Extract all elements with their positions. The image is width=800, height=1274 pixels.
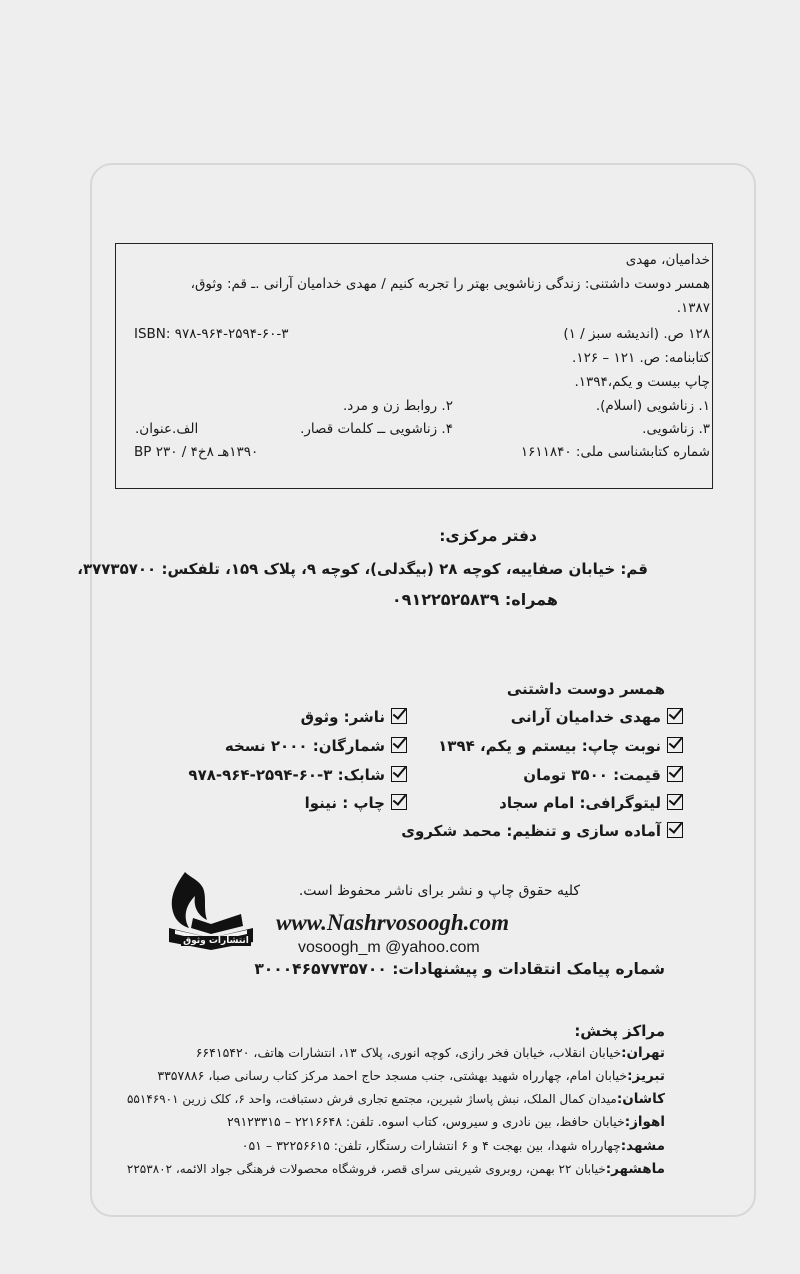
cip-class-number: ۱۳۹۰هـ ۸خ۴ / BP ۲۳۰ — [134, 444, 259, 460]
spec-isbn: شابک: ۳-۶۰-۲۵۹۴-۹۶۴-۹۷۸ — [188, 766, 407, 784]
website-link[interactable]: www.Nashrvosoogh.com — [276, 910, 510, 935]
distribution-tabriz: تبریز:خیابان امام، چهارراه شهید بهشتی، جنب مسجد حاج احمد مرکز کتاب رسانی صبا، ۳۳۵۷۸۸۶ — [157, 1068, 665, 1084]
checkbox-icon — [391, 708, 407, 724]
cip-subject-4: ۴. زناشویی ــ کلمات قصار. — [300, 421, 453, 437]
checkbox-icon — [667, 766, 683, 782]
cip-subject-1: ۱. زناشویی (اسلام). — [595, 398, 710, 414]
distribution-heading: مراکز پخش: — [574, 1022, 665, 1040]
logo-caption: انتشارات وثوق — [181, 936, 251, 946]
spec-book-title: همسر دوست داشتنی — [506, 680, 665, 698]
distribution-ahvaz: اهواز:خیابان حافظ، بین نادری و سیروس، کتاب اسوه. تلفن: ۲۲۱۶۶۴۸ – ۲۹۱۲۳۳۱۵ — [227, 1114, 665, 1130]
cip-isbn: ISBN: ۹۷۸-۹۶۴-۲۵۹۴-۶۰-۳ — [134, 326, 289, 342]
cip-subject-2: ۲. روابط زن و مرد. — [342, 398, 453, 414]
spec-printer: چاپ : نینوا — [305, 794, 407, 812]
spec-print-edition: نوبت چاپ: بیستم و یکم، ۱۳۹۴ — [438, 737, 683, 755]
distribution-mashhad: مشهد:چهارراه شهدا، بین بهجت ۴ و ۶ انتشارات رستگار، تلفن: ۳۲۲۵۶۶۱۵ – ۰۵۱ — [241, 1138, 665, 1154]
office-heading: دفتر مرکزی: — [439, 527, 537, 545]
checkbox-icon — [391, 737, 407, 753]
checkbox-icon — [667, 822, 683, 838]
distribution-mahshahr: ماهشهر:خیابان ۲۲ بهمن، روبروی شیرینی سرای قصر، فروشگاه محصولات فرهنگی جواد الائمه، ۲۲۵۳۸۰۲ — [126, 1161, 665, 1177]
checkbox-icon — [391, 794, 407, 810]
cip-subject-3: ۳. زناشویی. — [642, 421, 710, 437]
checkbox-icon — [667, 737, 683, 753]
office-address: قم: خیابان صفاییه، کوچه ۲۸ (بیگدلی)، کوچه ۹، پلاک ۱۵۹، تلفکس: ۳۷۷۳۵۷۰۰، — [77, 560, 648, 578]
spec-circulation: شمارگان: ۲۰۰۰ نسخه — [225, 737, 407, 755]
cip-author: خدامیان، مهدی — [625, 252, 710, 268]
distribution-kashan: کاشان:میدان کمال الملک، نبش پاساژ شیرین، مجتمع تجاری فرش دستبافت، واحد ۶، کلک زرین ۵۵۱۴۶۹۰۱ — [126, 1091, 665, 1107]
cip-title: همسر دوست داشتنی: زندگی زناشویی بهتر را تجربه کنیم / مهدی خدامیان آرانی .ـ قم: وثوق، — [190, 276, 710, 292]
spec-preparation: آماده سازی و تنظیم: محمد شکروی — [401, 822, 683, 840]
spec-author: مهدی خدامیان آرانی — [511, 708, 683, 726]
cip-pages: ۱۲۸ ص. (اندیشه سبز / ۱) — [563, 326, 710, 342]
cip-bibliography: کتابنامه: ص. ۱۲۱ – ۱۲۶. — [572, 350, 710, 366]
spec-price: قیمت: ۳۵۰۰ تومان — [523, 766, 683, 784]
spec-publisher: ناشر: وثوق — [301, 708, 407, 726]
checkbox-icon — [391, 766, 407, 782]
distribution-tehran: تهران:خیابان انقلاب، خیابان فخر رازی، کوچه انوری، پلاک ۱۳، انتشارات هاتف، ۶۶۴۱۵۴۲۰ — [195, 1045, 665, 1061]
email-address[interactable]: vosoogh_m @yahoo.com — [298, 939, 480, 956]
sms-number: شماره پیامک انتقادات و پیشنهادات: ۳۰۰۰۴۶۵۷۷۳۵۷۰۰ — [254, 960, 665, 978]
cip-title-year: ۱۳۸۷. — [676, 300, 710, 316]
copyright-notice: کلیه حقوق چاپ و نشر برای ناشر محفوظ است. — [298, 883, 580, 899]
checkbox-icon — [667, 794, 683, 810]
cip-national-number: شماره کتابشناسی ملی: ۱۶۱۱۸۴۰ — [520, 444, 710, 460]
checkbox-icon — [667, 708, 683, 724]
spec-lithography: لیتوگرافی: امام سجاد — [499, 794, 683, 812]
office-mobile: همراه: ۰۹۱۲۲۵۲۵۸۳۹ — [391, 590, 558, 609]
cip-title-entry: الف.عنوان. — [135, 421, 199, 437]
cip-edition: چاپ بیست و یکم،۱۳۹۴. — [574, 374, 710, 390]
publisher-logo — [163, 868, 259, 954]
